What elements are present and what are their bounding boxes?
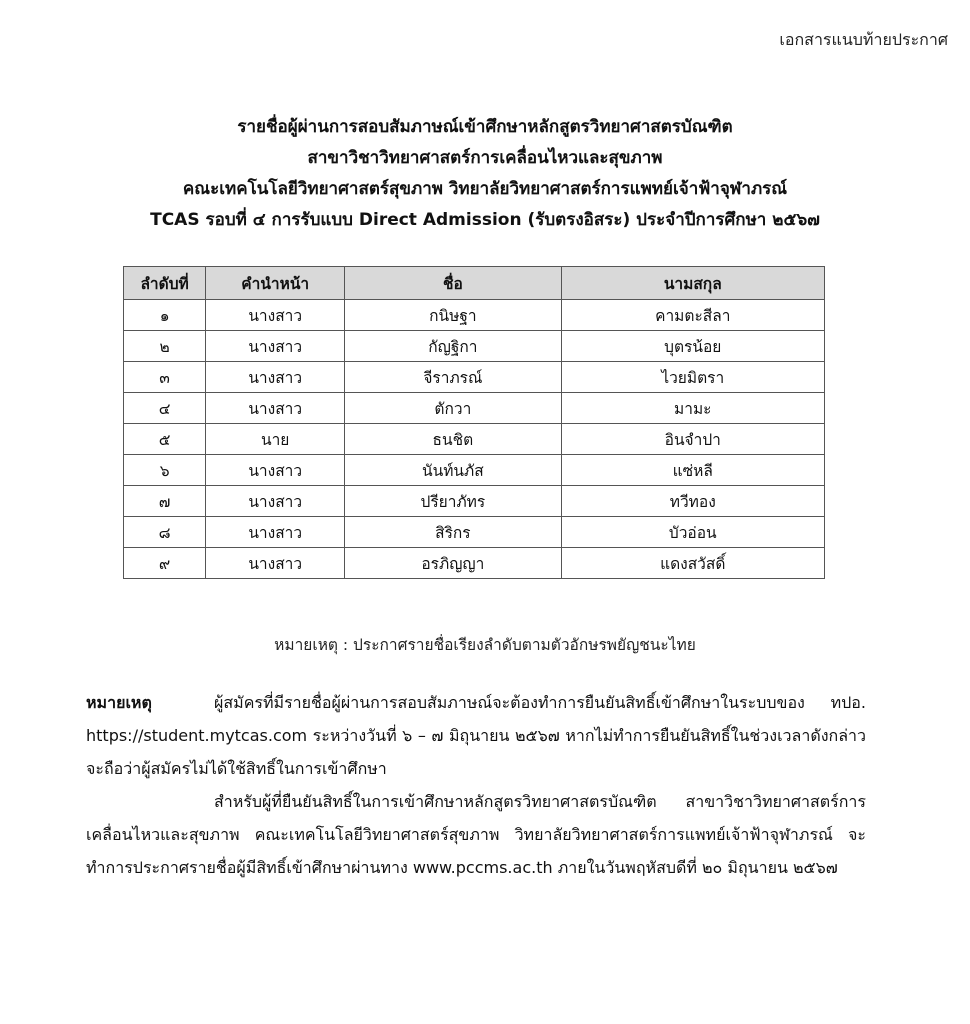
document-title [0, 112, 970, 236]
cell-prefix: นางสาว [206, 300, 345, 331]
cell-last-name: อินจำปา [561, 424, 824, 455]
title-line-4: TCAS รอบที่ ๔ การรับแบบ Direct Admission (รับตรงอิสระ) ประจำปีการศึกษา ๒๕๖๗ [150, 210, 820, 230]
cell-order: ๗ [124, 486, 206, 517]
table-row [124, 455, 825, 486]
table-row [124, 331, 825, 362]
cell-order: ๓ [124, 362, 206, 393]
title-line-1: รายชื่อผู้ผ่านการสอบสัมภาษณ์เข้าศึกษาหลักสูตรวิทยาศาสตรบัณฑิต [237, 117, 733, 137]
cell-order: ๕ [124, 424, 206, 455]
table-row [124, 424, 825, 455]
cell-order: ๙ [124, 548, 206, 579]
remarks-text-1: ผู้สมัครที่มีรายชื่อผู้ผ่านการสอบสัมภาษณ์จะต้องทำการยืนยันสิทธิ์เข้าศึกษาในระบบของ ทปอ. https://student.mytcas.com ระหว่างวันที่ ๖ – ๗ มิถุนายน ๒๕๖๗ หากไม่ทำการยืนยันสิทธิ์ในช่วงเวลาดังกล่าว จะถือว่าผู้สมัครไม่ได้ใช้สิทธิ์ในการเข้าศึกษา [86, 693, 866, 778]
remarks-section [86, 686, 866, 884]
cell-first-name: นันท์นภัส [345, 455, 561, 486]
remarks-text-2: สำหรับผู้ที่ยืนยันสิทธิ์ในการเข้าศึกษาหลักสูตรวิทยาศาสตรบัณฑิต สาขาวิชาวิทยาศาสตร์การเคลื่อนไหวและสุขภาพ คณะเทคโนโลยีวิทยาศาสตร์สุขภาพ วิทยาลัยวิทยาศาสตร์การแพทย์เจ้าฟ้าจุฬาภรณ์ จะทำการประกาศรายชื่อผู้มีสิทธิ์เข้าศึกษาผ่านทาง www.pccms.ac.th ภายในวันพฤหัสบดีที่ ๒๐ มิถุนายน ๒๕๖๗ [86, 792, 866, 877]
remarks-label: หมายเหตุ [86, 693, 152, 712]
table-row [124, 548, 825, 579]
cell-last-name: ทวีทอง [561, 486, 824, 517]
cell-prefix: นางสาว [206, 486, 345, 517]
header-prefix: คำนำหน้า [206, 267, 345, 300]
cell-order: ๒ [124, 331, 206, 362]
header-order: ลำดับที่ [124, 267, 206, 300]
attachment-label: เอกสารแนบท้ายประกาศ [779, 30, 948, 49]
cell-first-name: ธนชิต [345, 424, 561, 455]
cell-last-name: แซ่หลี [561, 455, 824, 486]
table-row [124, 517, 825, 548]
cell-last-name: ไวยมิตรา [561, 362, 824, 393]
table-row [124, 393, 825, 424]
cell-prefix: นางสาว [206, 455, 345, 486]
table-header-row [124, 267, 825, 300]
header-first-name: ชื่อ [345, 267, 561, 300]
cell-first-name: ตักวา [345, 393, 561, 424]
cell-prefix: นางสาว [206, 517, 345, 548]
cell-prefix: นางสาว [206, 331, 345, 362]
applicant-table [123, 266, 825, 579]
cell-prefix: นาย [206, 424, 345, 455]
cell-order: ๖ [124, 455, 206, 486]
table-row [124, 300, 825, 331]
cell-first-name: สิริกร [345, 517, 561, 548]
remarks-paragraph-2 [86, 785, 866, 884]
table-row [124, 486, 825, 517]
cell-last-name: มามะ [561, 393, 824, 424]
cell-last-name: บัวอ่อน [561, 517, 824, 548]
table-sort-note: หมายเหตุ : ประกาศรายชื่อเรียงลำดับตามตัวอักษรพยัญชนะไทย [274, 636, 696, 654]
cell-order: ๑ [124, 300, 206, 331]
cell-first-name: กนิษฐา [345, 300, 561, 331]
cell-first-name: กัญฐิกา [345, 331, 561, 362]
header-last-name: นามสกุล [561, 267, 824, 300]
cell-prefix: นางสาว [206, 362, 345, 393]
cell-order: ๔ [124, 393, 206, 424]
cell-first-name: จีราภรณ์ [345, 362, 561, 393]
title-line-2: สาขาวิชาวิทยาศาสตร์การเคลื่อนไหวและสุขภาพ [307, 148, 663, 168]
cell-prefix: นางสาว [206, 393, 345, 424]
cell-last-name: แดงสวัสดิ์ [561, 548, 824, 579]
cell-first-name: อรภิญญา [345, 548, 561, 579]
remarks-paragraph-1 [86, 686, 866, 785]
cell-prefix: นางสาว [206, 548, 345, 579]
title-line-3: คณะเทคโนโลยีวิทยาศาสตร์สุขภาพ วิทยาลัยวิทยาศาสตร์การแพทย์เจ้าฟ้าจุฬาภรณ์ [182, 179, 788, 199]
table-row [124, 362, 825, 393]
cell-order: ๘ [124, 517, 206, 548]
cell-last-name: คามตะสีลา [561, 300, 824, 331]
cell-first-name: ปรียาภัทร [345, 486, 561, 517]
cell-last-name: บุตรน้อย [561, 331, 824, 362]
